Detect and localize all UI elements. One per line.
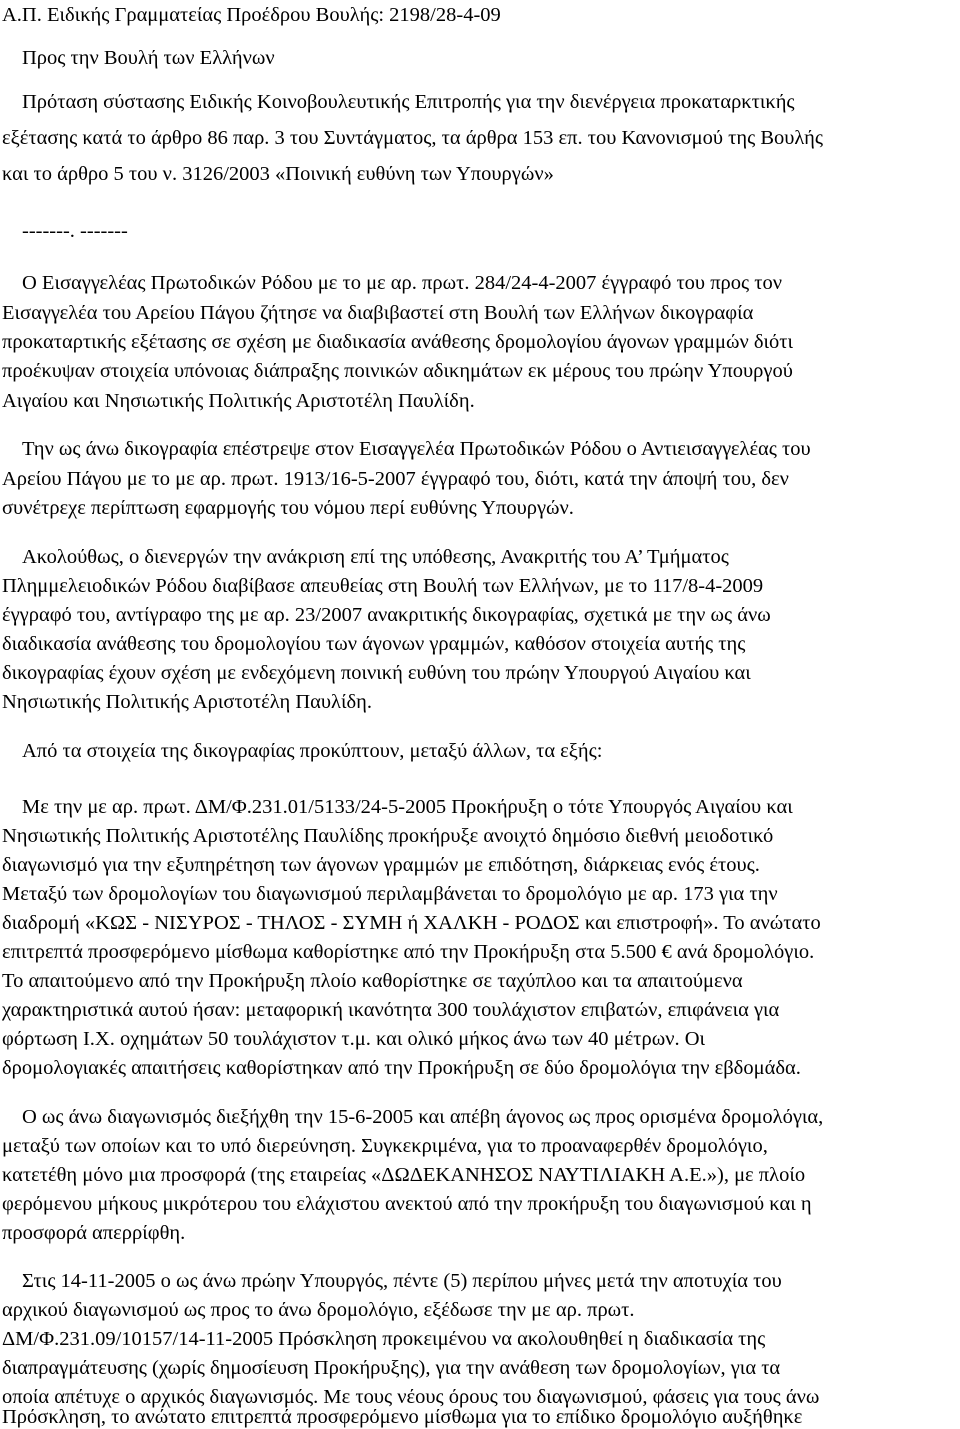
proposal-title-line: και το άρθρο 5 του ν. 3126/2003 «Ποινική ευθύνη των Υπουργών» bbox=[2, 163, 554, 185]
paragraph-line: Νησιωτικής Πολιτικής Αριστοτέλη Παυλίδη. bbox=[2, 691, 373, 713]
paragraph-line: ΔΜ/Φ.231.09/10157/14-11-2005 Πρόσκληση προκειμένου να ακολουθηθεί η διαδικασία της bbox=[2, 1328, 766, 1350]
paragraph-line: διαπραγμάτευσης (χωρίς δημοσίευση Προκήρυξης), για την ανάθεση των δρομολογίων, για τα bbox=[2, 1357, 781, 1379]
paragraph-line: Ο Εισαγγελέας Πρωτοδικών Ρόδου με το με αρ. πρωτ. 284/24-4-2007 έγγραφό του προς τον bbox=[22, 272, 783, 294]
paragraph-line: δικογραφίας έχουν σχέση με ενδεχόμενη ποινική ευθύνη του πρώην Υπουργού Αιγαίου και bbox=[2, 662, 751, 684]
paragraph-line: έγγραφό του, αντίγραφο της με αρ. 23/2007 ανακριτικής δικογραφίας, σχετικά με την ως άνω bbox=[2, 604, 771, 626]
paragraph-line: Νησιωτικής Πολιτικής Αριστοτέλης Παυλίδης προκήρυξε ανοιχτό δημόσιο διεθνή μειοδοτικό bbox=[2, 825, 774, 847]
paragraph-line: διαγωνισμό για την εξυπηρέτηση των άγονων γραμμών με επιδότηση, διάρκειας ενός έτους. bbox=[2, 854, 760, 876]
paragraph-line: διαδικασία ανάθεσης του δρομολογίου των άγονων γραμμών, καθόσον στοιχεία αυτής της bbox=[2, 633, 746, 655]
paragraph-line: Αιγαίου και Νησιωτικής Πολιτικής Αριστοτέλη Παυλίδη. bbox=[2, 390, 475, 412]
paragraph-line: Αρείου Πάγου με το με αρ. πρωτ. 1913/16-5-2007 έγγραφό του, διότι, κατά την άποψή του, δεν bbox=[2, 468, 789, 490]
paragraph-line: επιτρεπτά προσφερόμενο μίσθωμα καθορίστηκε από την Προκήρυξη στα 5.500 € ανά δρομολόγιο. bbox=[2, 941, 815, 963]
paragraph-line: φερόμενου μήκους μικρότερου του ελάχιστου ανεκτού από την προκήρυξη του διαγωνισμού και η bbox=[2, 1193, 812, 1215]
paragraph-line: φόρτωση Ι.Χ. οχημάτων 50 τουλάχιστον τ.μ. και ολικό μήκος άνω των 40 μέτρων. Οι bbox=[2, 1028, 706, 1050]
paragraph-line: Με την με αρ. πρωτ. ΔΜ/Φ.231.01/5133/24-5-2005 Προκήρυξη ο τότε Υπουργός Αιγαίου και bbox=[22, 796, 793, 818]
paragraph-line: Μεταξύ των δρομολογίων του διαγωνισμού περιλαμβάνεται το δρομολόγιο με αρ. 173 για την bbox=[2, 883, 778, 905]
reference-number-line: Α.Π. Ειδικής Γραμματείας Προέδρου Βουλής: 2198/28-4-09 bbox=[2, 4, 501, 26]
proposal-title-line: Πρόταση σύστασης Ειδικής Κοινοβουλευτικής Επιτροπής για την διενέργεια προκαταρκτικής bbox=[22, 91, 795, 113]
paragraph-line: Εισαγγελέα του Αρείου Πάγου ζήτησε να διαβιβαστεί στη Βουλή των Ελλήνων δικογραφία bbox=[2, 302, 754, 324]
separator-line: -------. ------- bbox=[22, 220, 128, 242]
paragraph-line: προσφορά απερρίφθη. bbox=[2, 1222, 186, 1244]
proposal-title-line: εξέτασης κατά το άρθρο 86 παρ. 3 του Συντάγματος, τα άρθρα 153 επ. του Κανονισμού της Βουλής bbox=[2, 127, 824, 149]
paragraph-line: Πλημμελειοδικών Ρόδου διαβίβασε απευθείας στη Βουλή των Ελλήνων, με το 117/8-4-2009 bbox=[2, 575, 764, 597]
paragraph-line: αρχικού διαγωνισμού ως προς το άνω δρομολόγιο, εξέδωσε την με αρ. πρωτ. bbox=[2, 1299, 635, 1321]
paragraph-line: Ακολούθως, ο διενεργών την ανάκριση επί της υπόθεσης, Ανακριτής του Α’ Τμήματος bbox=[22, 546, 729, 568]
paragraph-line: οποία απέτυχε ο αρχικός διαγωνισμός. Με τους νέους όρους του διαγωνισμού, φάσεις για τους άνω bbox=[2, 1386, 820, 1408]
paragraph-line: Την ως άνω δικογραφία επέστρεψε στον Εισαγγελέα Πρωτοδικών Ρόδου ο Αντιεισαγγελέας του bbox=[22, 438, 811, 460]
addressee-line: Προς την Βουλή των Ελλήνων bbox=[22, 47, 275, 69]
paragraph-line: κατετέθη μόνο μια προσφορά (της εταιρείας «ΔΩΔΕΚΑΝΗΣΟΣ ΝΑΥΤΙΛΙΑΚΗ Α.Ε.»), με πλοίο bbox=[2, 1164, 806, 1186]
paragraph-line: συνέτρεχε περίπτωση εφαρμογής του νόμου περί ευθύνης Υπουργών. bbox=[2, 497, 574, 519]
paragraph-line: Το απαιτούμενο από την Προκήρυξη πλοίο καθορίστηκε σε ταχύπλοο και τα απαιτούμενα bbox=[2, 970, 743, 992]
paragraph-line: Από τα στοιχεία της δικογραφίας προκύπτουν, μεταξύ άλλων, τα εξής: bbox=[22, 740, 603, 762]
paragraph-line: διαδρομή «ΚΩΣ - ΝΙΣΥΡΟΣ - ΤΗΛΟΣ - ΣΥΜΗ ή ΧΑΛΚΗ - ΡΟΔΟΣ και επιστροφή». Το ανώτατο bbox=[2, 912, 821, 934]
paragraph-line: προκαταρτικής εξέτασης σε σχέση με διαδικασία ανάθεσης δρομολογίου άγονων γραμμών διότι bbox=[2, 331, 794, 353]
paragraph-line: χαρακτηριστικά αυτού ήσαν: μεταφορική ικανότητα 300 τουλάχιστον επιβατών, επιφάνεια για bbox=[2, 999, 780, 1021]
paragraph-line: Στις 14-11-2005 ο ως άνω πρώην Υπουργός, πέντε (5) περίπου μήνες μετά την αποτυχία του bbox=[22, 1270, 782, 1292]
paragraph-line: Ο ως άνω διαγωνισμός διεξήχθη την 15-6-2005 και απέβη άγονος ως προς ορισμένα δρομολόγια, bbox=[22, 1106, 824, 1128]
paragraph-line: δρομολογιακές απαιτήσεις καθορίστηκαν από την Προκήρυξη σε δύο δρομολόγια την εβδομάδα. bbox=[2, 1057, 801, 1079]
paragraph-line: Πρόσκληση, το ανώτατο επιτρεπτά προσφερόμενο μίσθωμα για το επίδικο δρομολόγιο αυξήθηκε bbox=[2, 1406, 803, 1428]
paragraph-line: μεταξύ των οποίων και το υπό διερεύνηση. Συγκεκριμένα, για το προαναφερθέν δρομολόγιο, bbox=[2, 1135, 768, 1157]
paragraph-line: προέκυψαν στοιχεία υπόνοιας διάπραξης ποινικών αδικημάτων εκ μέρους του πρώην Υπουργού bbox=[2, 360, 793, 382]
